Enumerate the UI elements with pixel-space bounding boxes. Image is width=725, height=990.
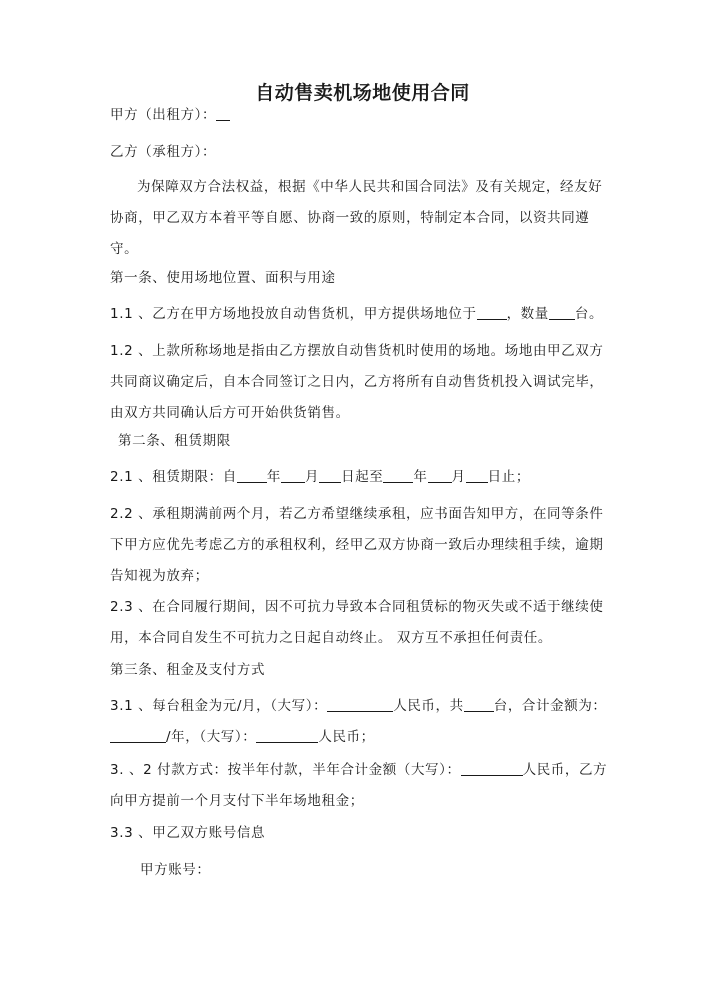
clause-3-3: 3.3 、甲乙双方账号信息 [110,825,266,841]
clause-2-1-text-d: 日起至 [341,469,384,485]
clause-1-1 [110,299,615,330]
article3-heading: 第三条、租金及支付方式 [110,662,266,678]
clause-3-1-text-c: 台，合计金额为： [493,698,607,714]
blank-half-year-words [461,760,523,776]
clause-2-2: 2.2 、承租期满前两个月，若乙方希望继续承租，应书面告知甲方，在同等条件下甲方应优先考虑乙方的承租权利，经甲乙双方协商一致后办理续租手续，逾期告知视为放弃； [110,506,604,584]
clause-1-1-text-a: 1.1 、乙方在甲方场地投放自动售货机，甲方提供场地位于 [110,306,477,322]
clause-3-2-text-a: 3. 、2 付款方式：按半年付款，半年合计金额（大写）： [110,762,461,778]
clause-3-2 [110,755,615,817]
blank-start-year [237,467,267,483]
blank-quantity [549,304,575,320]
party-a-blank [216,105,230,121]
clause-3-1-text-d: /年，（大写）： [166,729,257,745]
clause-2-1-text-g: 日止； [487,469,530,485]
party-b-line [110,137,615,168]
contract-title: 自动售卖机场地使用合同 [255,82,470,104]
clause-2-1-text-b: 年 [266,469,281,485]
clause-1-1-text-b: ，数量 [506,306,549,322]
blank-location [477,304,507,320]
clause-2-1-text-f: 月 [451,469,466,485]
clause-1-2: 1.2 、上款所称场地是指由乙方摆放自动售货机时使用的场地。场地由甲乙双方共同商议确定后，自本合同签订之日内，乙方将所有自动售货机投入调试完毕，由双方共同确认后方可开始供货销售。 [110,343,604,421]
clause-3-2-text-b: 人民币，乙方向甲方提前一个月支付下半年场地租金； [110,762,608,809]
blank-unit-count [464,696,494,712]
clause-3-1-text-a: 3.1 、每台租金为元/月，（大写）： [110,698,328,714]
blank-rent-words [327,696,393,712]
clause-1-1-text-c: 台。 [574,306,604,322]
party-b-label: 乙方（承租方）： [110,144,217,160]
clause-2-1 [110,462,615,493]
clause-3-1-text-e: 人民币； [318,729,375,745]
clause-2-3: 2.3 、在合同履行期间，因不可抗力导致本合同租赁标的物灭失或不适于继续使用，本合同自发生不可抗力之日起自动终止。 双方互不承担任何责任。 [110,599,604,646]
blank-end-year [383,467,413,483]
blank-annual-total [110,727,166,743]
clause-2-1-text-e: 年 [413,469,428,485]
article2-heading: 第二条、租赁期限 [118,433,231,449]
article1-heading: 第一条、使用场地位置、面积与用途 [110,270,336,286]
blank-end-month [428,467,452,483]
blank-start-month [281,467,305,483]
party-a-line [110,100,615,131]
clause-3-1 [110,691,615,753]
blank-annual-words [256,727,318,743]
clause-2-1-text-c: 月 [304,469,320,485]
preamble-paragraph: 为保障双方合法权益，根据《中华人民共和国合同法》及有关规定，经友好协商，甲乙双方本着平等自愿、协商一致的原则，特制定本合同，以资共同遵守。 [110,179,603,257]
clause-3-1-text-b: 人民币，共 [393,698,464,714]
blank-end-day [466,467,488,483]
account-a-line: 甲方账号： [140,862,211,878]
blank-start-day [319,467,341,483]
clause-2-1-text-a: 2.1 、租赁期限：自 [110,469,237,485]
party-a-label: 甲方（出租方）： [110,107,217,123]
